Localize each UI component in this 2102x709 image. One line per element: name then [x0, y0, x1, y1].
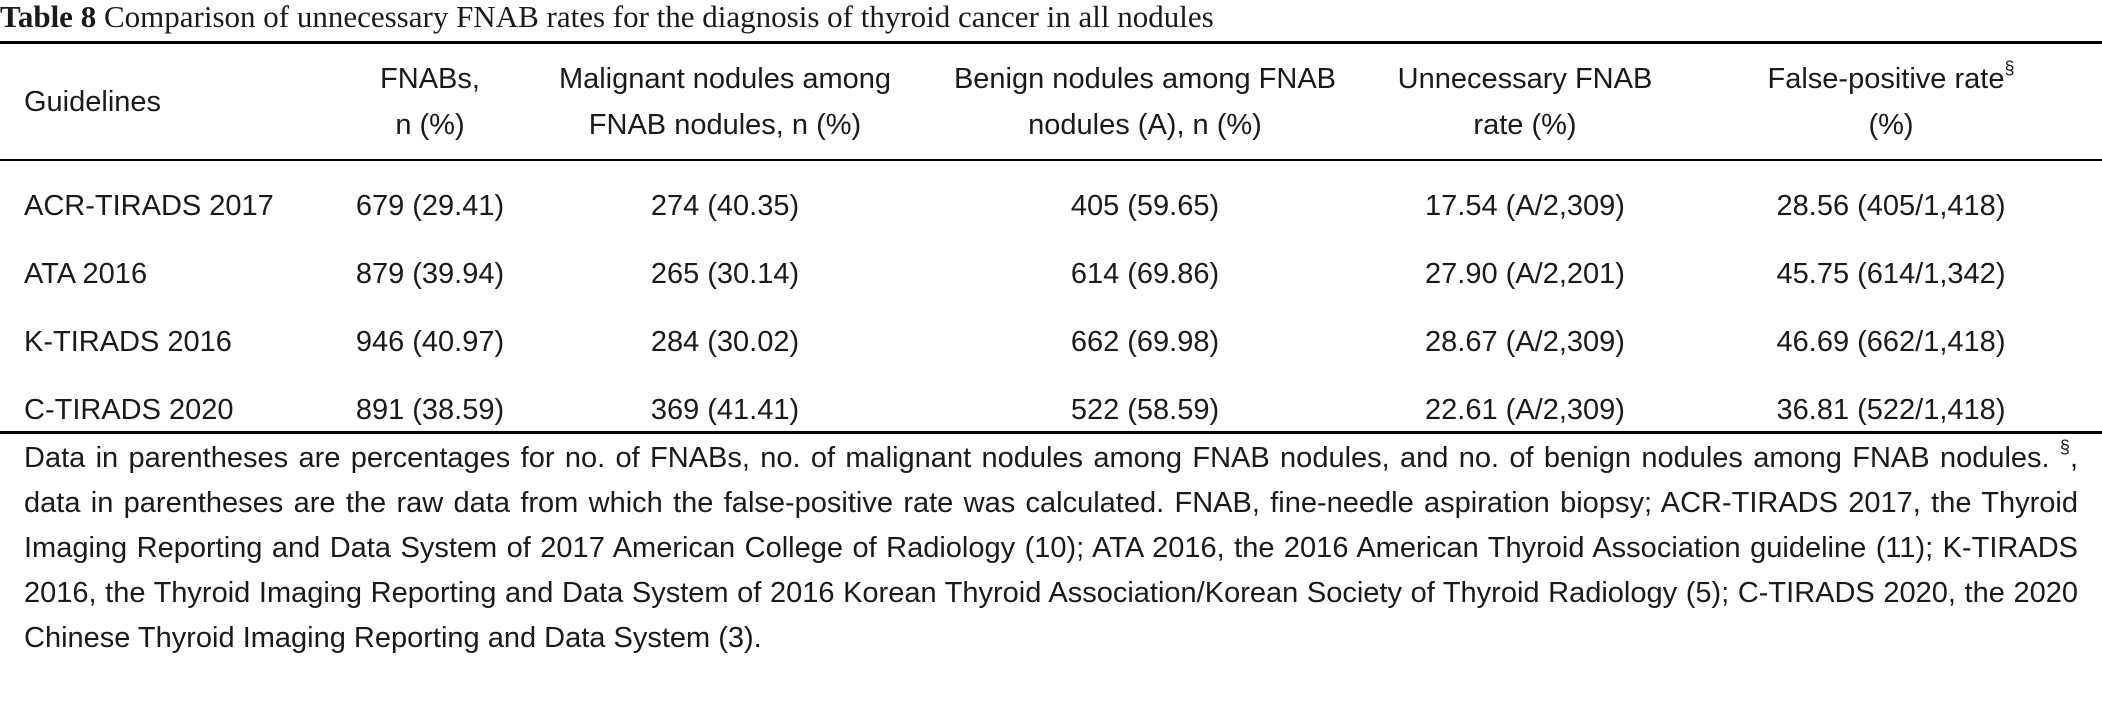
cell-malignant: 265 (30.14) [650, 257, 800, 290]
table-caption-text: Comparison of unnecessary FNAB rates for the diagnosis of thyroid cancer in all nodules [103, 0, 1214, 34]
footnote-text: Data in parentheses are percentages for no. of FNABs, no. of malignant nodules among FNAB nodules, and no. of benign nodules among FNAB nodules. [24, 442, 2060, 474]
cell-guideline: K-TIRADS 2016 [24, 325, 232, 358]
comparison-table [0, 44, 2102, 444]
table-header [0, 44, 2102, 160]
table-footnote [24, 436, 2078, 661]
cell-false-positive-rate: 45.75 (614/1,342) [1776, 257, 2006, 290]
bottom-rule [0, 431, 2102, 434]
header-false-positive-rate: False-positive rate§ (%) [1767, 58, 2015, 141]
footnote-text-continued: , data in parentheses are the raw data from which the false-positive rate was calculated. FNAB, fine-needle aspiration biopsy; ACR-TIRADS 2017, the Thyroid Imaging Reporting and Data System of 2017 American College of Radiology (10); ATA 2016, the 2016 American Thyroid Association guideline (11); K-TIRADS 2016, the Thyroid Imaging Reporting and Data System of 2016 Korean Thyroid Association/Korean Society of Thyroid Radiology (5); C-TIRADS 2020, the 2020 Chinese Thyroid Imaging Reporting and Data System (3). [24, 442, 2078, 654]
cell-benign: 662 (69.98) [1070, 325, 1220, 358]
cell-fnabs: 946 (40.97) [355, 325, 505, 358]
cell-unnecessary-rate: 17.54 (A/2,309) [1425, 189, 1625, 222]
footnote-section-mark: § [2059, 437, 2070, 457]
section-mark: § [2004, 58, 2015, 78]
cell-false-positive-rate: 28.56 (405/1,418) [1776, 189, 2006, 222]
table-body [0, 160, 2102, 444]
cell-malignant: 274 (40.35) [650, 189, 800, 222]
cell-guideline: ATA 2016 [24, 257, 148, 290]
cell-malignant: 284 (30.02) [650, 325, 800, 358]
cell-fnabs: 879 (39.94) [355, 257, 505, 290]
cell-unnecessary-rate: 28.67 (A/2,309) [1425, 325, 1625, 358]
cell-false-positive-rate: 46.69 (662/1,418) [1776, 325, 2006, 358]
cell-benign: 405 (59.65) [1070, 189, 1220, 222]
table-row [0, 240, 2102, 308]
header-row [0, 44, 2102, 160]
cell-malignant: 369 (41.41) [650, 393, 800, 426]
table-caption-label: Table 8 [0, 0, 97, 34]
cell-unnecessary-rate: 22.61 (A/2,309) [1425, 393, 1625, 426]
cell-guideline: C-TIRADS 2020 [24, 393, 234, 426]
cell-benign: 614 (69.86) [1070, 257, 1220, 290]
table-caption [0, 0, 1214, 40]
header-fnabs: FNABs, n (%) [380, 63, 480, 141]
header-rule [0, 159, 2102, 161]
cell-fnabs: 679 (29.41) [355, 189, 505, 222]
header-guidelines: Guidelines [24, 86, 162, 118]
header-unnecessary-rate: Unnecessary FNAB rate (%) [1397, 63, 1653, 141]
cell-fnabs: 891 (38.59) [355, 393, 505, 426]
cell-benign: 522 (58.59) [1070, 393, 1220, 426]
table-row [0, 308, 2102, 376]
header-malignant: Malignant nodules among FNAB nodules, n (%) [558, 63, 892, 141]
header-benign: Benign nodules among FNAB nodules (A), n (%) [953, 63, 1337, 141]
cell-unnecessary-rate: 27.90 (A/2,201) [1425, 257, 1625, 290]
table-row [0, 160, 2102, 240]
cell-guideline: ACR-TIRADS 2017 [24, 189, 274, 222]
cell-false-positive-rate: 36.81 (522/1,418) [1776, 393, 2006, 426]
